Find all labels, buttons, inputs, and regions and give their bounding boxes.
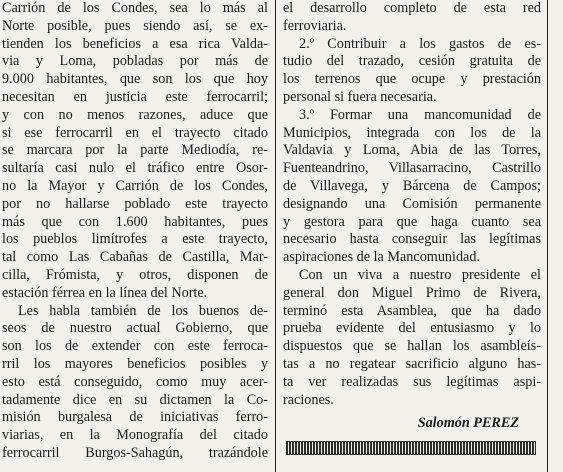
text-line: seos de nuestro actual Gobierno, que (2, 320, 268, 337)
text-line: Carrión de los Condes, sea lo más al (2, 0, 268, 16)
text-line: por no hallarse poblado este trayecto (2, 195, 268, 212)
text-line: 3.º Formar una mancomunidad de (299, 106, 541, 123)
text-line: los pueblos limítrofes a este trayecto, (2, 231, 268, 248)
text-line: viarias, en la Monografía del citado (2, 427, 268, 444)
text-line: tudio del trazado, cesión gratuita de (283, 53, 541, 70)
text-line: Norte posible, pues siendo así, se ex- (2, 17, 268, 34)
text-line: rril los mayores beneficios posibles y (2, 355, 268, 372)
text-line: Valdavia y Loma, Abia de las Torres, (283, 142, 541, 159)
text-line: si ese ferrocarril en el trayecto citado (2, 124, 268, 141)
text-line: los terrenos que ocupe y prestación (283, 71, 541, 88)
text-line: más que con 1.600 habitantes, pues (2, 213, 268, 230)
text-line: aspiraciones de la Mancomunidad. (283, 249, 480, 266)
author-signature: Salomón PEREZ (417, 415, 519, 432)
text-line: tas a no regatear sacrificio alguno has- (283, 355, 541, 372)
text-line: raciones. (283, 391, 334, 408)
left-column (2, 0, 268, 463)
text-line: de Villavega, y Bárcena de Campos; (283, 177, 541, 194)
decorative-bar (286, 441, 536, 455)
text-line: ferrocarril Burgos-Sahagún, trazándole (2, 444, 268, 461)
text-line: estación férrea en la línea del Norte. (2, 284, 208, 301)
text-line: 9.000 habitantes, que son los que hoy (2, 71, 268, 88)
text-line: dispuestos que se hallan los asambleís- (283, 338, 541, 355)
text-line: y con no menos razones, aduce que (2, 106, 268, 123)
right-column (283, 0, 541, 433)
text-line: tal como Las Cabañas de Castilla, Mar- (2, 249, 268, 266)
text-line: prueba evidente del entusiasmo y lo (283, 320, 541, 337)
right-edge-rule (547, 0, 548, 472)
text-line: Municipios, integrada con los de la (283, 124, 541, 141)
text-line: personal si fuera necesaria. (283, 88, 437, 105)
text-line: son los de extender con este ferroca- (2, 338, 268, 355)
text-line: esto está conseguido, como muy acer- (2, 373, 268, 390)
text-line: necesitan en justicia este ferrocarril; (2, 88, 268, 105)
text-line: y gestora para que haga cuanto sea (283, 213, 541, 230)
text-line: Con un viva a nuestro presidente el (299, 266, 541, 283)
text-line: sultaría casi nulo el tráfico entre Osor- (2, 160, 268, 177)
text-line: necesario hasta conseguir las legítimas (283, 231, 541, 248)
text-line: tadamente dice en su dictamen la Co- (2, 391, 268, 408)
text-line: Fuenteandrino, Villasarracino, Castrillo (283, 160, 541, 177)
text-line: el desarrollo completo de esta red (283, 0, 541, 16)
text-line: tienden los beneficios a esa rica Valda- (2, 35, 268, 52)
text-line: ta ver realizadas sus legítimas aspi- (283, 373, 541, 390)
text-line: Les habla también de los buenos de- (18, 302, 268, 319)
text-line: general don Miguel Primo de Rivera, (283, 284, 541, 301)
text-line: misión burgalesa de iniciativas ferro- (2, 409, 268, 426)
text-line: designando una Comisión permanente (283, 195, 541, 212)
text-line: terminó esta Asamblea, que ha dado (283, 302, 541, 319)
text-line: no la Mayor y Carrión de los Condes, (2, 177, 268, 194)
text-line: 2.º Contribuir a los gastos de es- (299, 35, 541, 52)
text-line: ferroviaria. (283, 17, 347, 34)
text-line: se marcara por la parte Mediodía, re- (2, 142, 268, 159)
text-line: cilla, Frómista, y otros, disponen de (2, 266, 268, 283)
column-divider (275, 0, 276, 472)
text-line: via y Loma, pobladas por más de (2, 53, 268, 70)
